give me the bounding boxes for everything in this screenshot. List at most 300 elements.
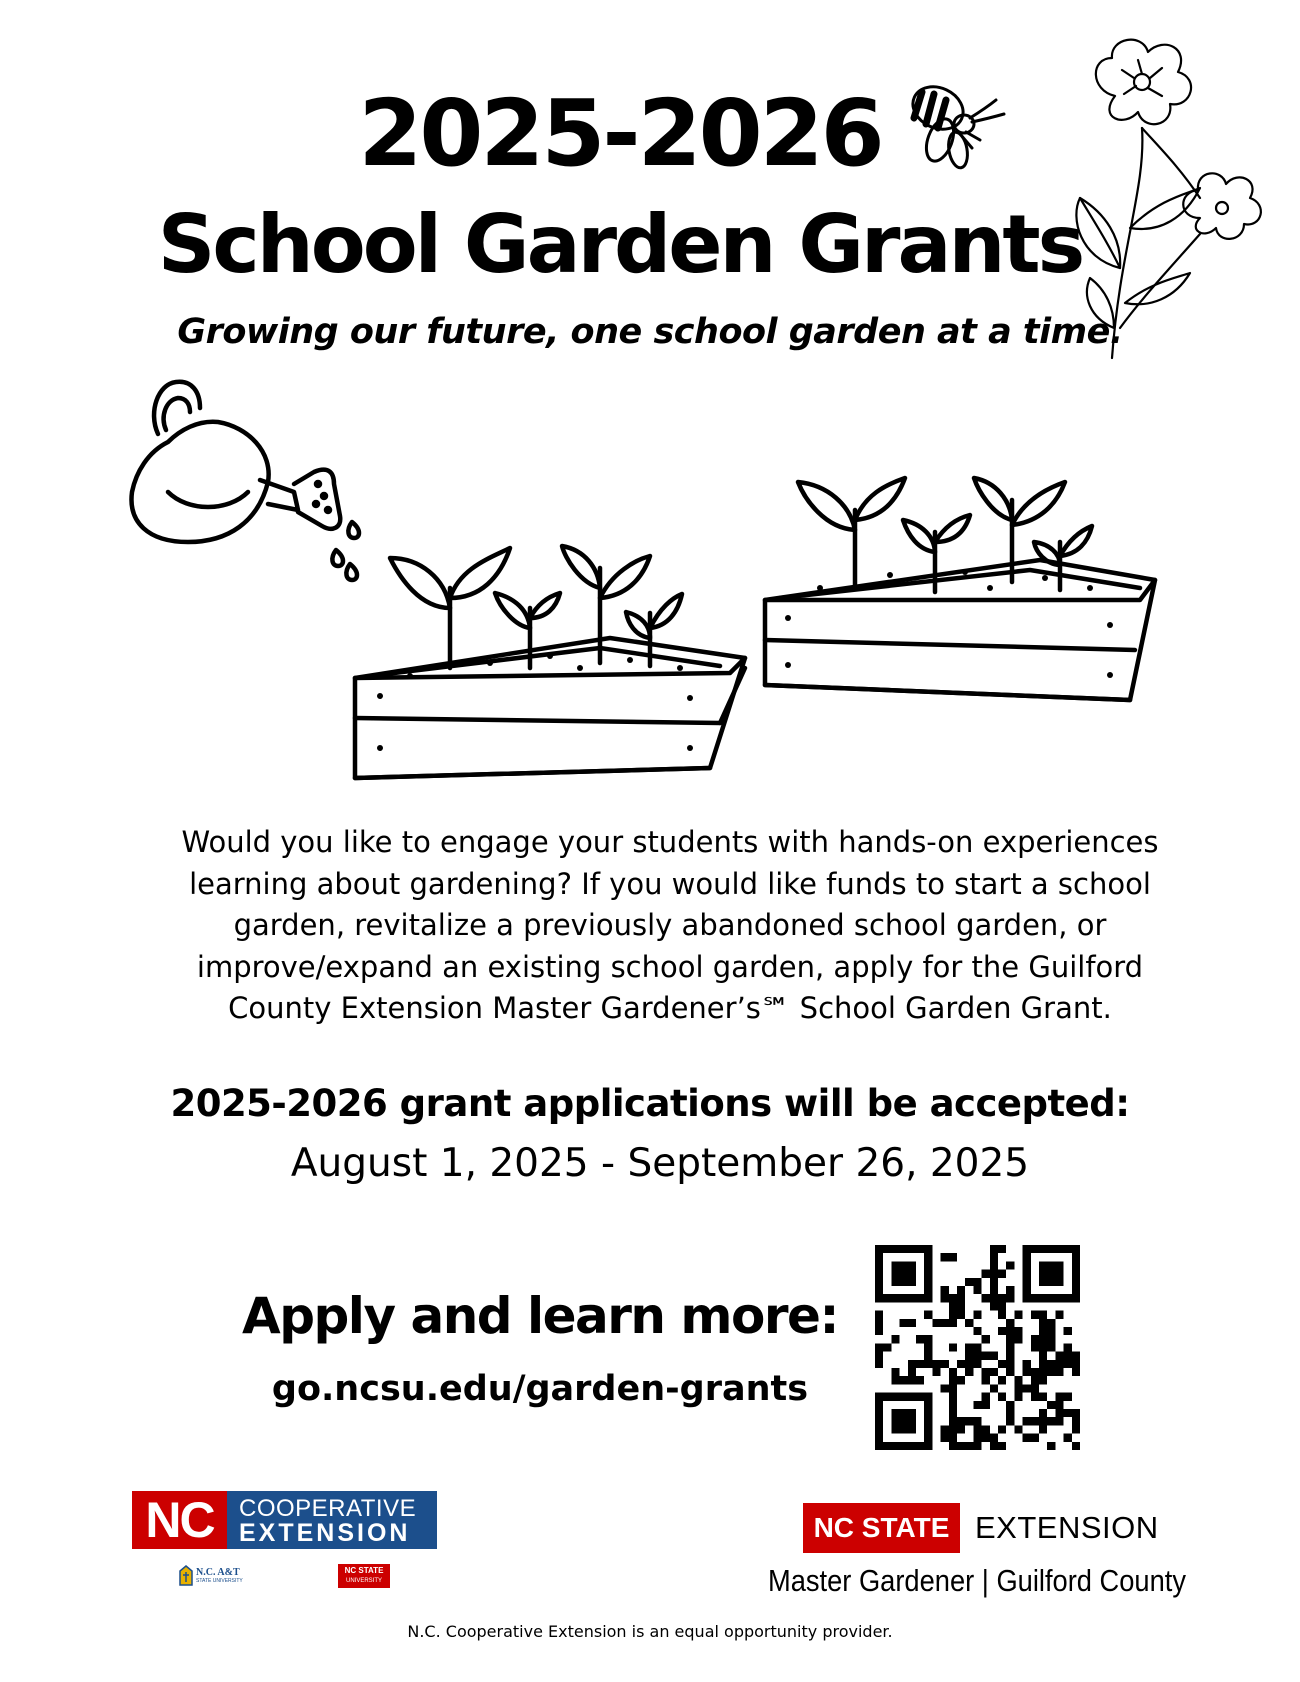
- qr-module: [973, 1286, 981, 1294]
- qr-module: [990, 1368, 998, 1376]
- qr-module: [924, 1409, 932, 1417]
- qr-module: [908, 1376, 916, 1384]
- qr-module: [891, 1368, 899, 1376]
- qr-module: [990, 1278, 998, 1286]
- qr-module: [990, 1384, 998, 1392]
- qr-module: [875, 1261, 883, 1269]
- qr-module: [891, 1278, 899, 1286]
- qr-module: [941, 1294, 949, 1302]
- qr-module: [900, 1409, 908, 1417]
- qr-module: [924, 1401, 932, 1409]
- qr-module: [990, 1352, 998, 1360]
- qr-module: [1006, 1417, 1014, 1425]
- qr-module: [941, 1425, 949, 1433]
- qr-module: [900, 1294, 908, 1302]
- qr-module: [1023, 1270, 1031, 1278]
- raised-bed-icon: [760, 460, 1160, 730]
- qr-module: [949, 1417, 957, 1425]
- qr-module: [1072, 1368, 1080, 1376]
- ncat-emblem-icon: [178, 1565, 194, 1587]
- qr-module: [1006, 1360, 1014, 1368]
- qr-module: [982, 1393, 990, 1401]
- qr-module: [973, 1352, 981, 1360]
- qr-module: [949, 1368, 957, 1376]
- intro-paragraph: [150, 822, 1190, 1030]
- qr-module: [949, 1409, 957, 1417]
- qr-module: [924, 1261, 932, 1269]
- qr-module: [1047, 1343, 1055, 1351]
- qr-module: [1023, 1261, 1031, 1269]
- qr-module: [1064, 1409, 1072, 1417]
- qr-module: [916, 1442, 924, 1450]
- qr-module: [965, 1343, 973, 1351]
- qr-module: [973, 1434, 981, 1442]
- qr-module: [1039, 1409, 1047, 1417]
- qr-module: [916, 1294, 924, 1302]
- qr-module: [1006, 1368, 1014, 1376]
- qr-module: [1039, 1294, 1047, 1302]
- apply-url-link[interactable]: go.ncsu.edu/garden-grants: [271, 1369, 809, 1409]
- qr-module: [1055, 1311, 1063, 1319]
- qr-module: [1064, 1360, 1072, 1368]
- qr-module: [1039, 1311, 1047, 1319]
- qr-module: [949, 1294, 957, 1302]
- qr-module: [1023, 1417, 1031, 1425]
- qr-module: [891, 1393, 899, 1401]
- qr-module: [1031, 1368, 1039, 1376]
- qr-module: [900, 1278, 908, 1286]
- qr-module: [883, 1442, 891, 1450]
- qr-module: [1006, 1409, 1014, 1417]
- qr-module: [1072, 1278, 1080, 1286]
- qr-module: [883, 1343, 891, 1351]
- qr-module: [982, 1434, 990, 1442]
- intro-line: learning about gardening? If you would like funds to start a school: [189, 866, 1151, 901]
- qr-module: [973, 1401, 981, 1409]
- qr-module: [924, 1311, 932, 1319]
- qr-module: [875, 1270, 883, 1278]
- qr-module: [1023, 1286, 1031, 1294]
- qr-module: [1006, 1401, 1014, 1409]
- qr-module: [1064, 1245, 1072, 1253]
- qr-module: [1014, 1425, 1022, 1433]
- qr-module: [990, 1286, 998, 1294]
- qr-module: [1072, 1245, 1080, 1253]
- qr-module: [924, 1294, 932, 1302]
- qr-module: [908, 1442, 916, 1450]
- qr-module: [973, 1343, 981, 1351]
- qr-module: [1064, 1294, 1072, 1302]
- qr-module: [982, 1294, 990, 1302]
- qr-module: [875, 1286, 883, 1294]
- ncsu-small-logo-subtext: UNIVERSITY: [345, 1578, 382, 1584]
- qr-module: [1031, 1294, 1039, 1302]
- qr-module: [916, 1245, 924, 1253]
- qr-module: [891, 1442, 899, 1450]
- qr-module: [941, 1286, 949, 1294]
- qr-module: [924, 1278, 932, 1286]
- qr-module: [982, 1425, 990, 1433]
- qr-module: [1047, 1401, 1055, 1409]
- qr-module: [965, 1278, 973, 1286]
- coop-logo-text-block: [227, 1491, 437, 1549]
- qr-module: [990, 1270, 998, 1278]
- qr-module: [891, 1409, 899, 1417]
- coop-logo-line2: EXTENSION: [239, 1519, 411, 1547]
- qr-module: [957, 1302, 965, 1310]
- qr-module: [900, 1376, 908, 1384]
- qr-module: [1039, 1335, 1047, 1343]
- qr-module: [924, 1425, 932, 1433]
- qr-module: [1072, 1409, 1080, 1417]
- qr-module: [1039, 1319, 1047, 1327]
- qr-module: [990, 1294, 998, 1302]
- qr-module: [875, 1245, 883, 1253]
- qr-module: [1072, 1425, 1080, 1433]
- qr-module: [1072, 1270, 1080, 1278]
- qr-module: [973, 1311, 981, 1319]
- qr-module: [1072, 1294, 1080, 1302]
- qr-module: [875, 1253, 883, 1261]
- qr-module: [1047, 1245, 1055, 1253]
- qr-module: [924, 1442, 932, 1450]
- qr-module: [1039, 1417, 1047, 1425]
- qr-module: [1023, 1294, 1031, 1302]
- qr-module: [924, 1434, 932, 1442]
- qr-module: [957, 1360, 965, 1368]
- qr-module: [998, 1327, 1006, 1335]
- qr-module: [908, 1409, 916, 1417]
- qr-module: [875, 1425, 883, 1433]
- qr-module: [1072, 1442, 1080, 1450]
- qr-module: [990, 1434, 998, 1442]
- qr-module: [924, 1253, 932, 1261]
- qr-module: [998, 1360, 1006, 1368]
- qr-module: [973, 1417, 981, 1425]
- qr-module: [990, 1253, 998, 1261]
- qr-code-icon[interactable]: [875, 1245, 1080, 1450]
- qr-module: [900, 1425, 908, 1433]
- qr-module: [965, 1319, 973, 1327]
- qr-module: [1006, 1343, 1014, 1351]
- qr-module: [949, 1376, 957, 1384]
- ncstate-badge: NC STATE: [803, 1503, 960, 1553]
- qr-module: [908, 1368, 916, 1376]
- qr-module: [998, 1425, 1006, 1433]
- qr-module: [1072, 1261, 1080, 1269]
- qr-module: [982, 1352, 990, 1360]
- qr-module: [1047, 1442, 1055, 1450]
- qr-module: [875, 1417, 883, 1425]
- qr-module: [875, 1327, 883, 1335]
- qr-module: [1014, 1327, 1022, 1335]
- coop-logo-line1: COOPERATIVE: [239, 1495, 417, 1522]
- qr-module: [941, 1360, 949, 1368]
- qr-module: [973, 1442, 981, 1450]
- qr-module: [982, 1401, 990, 1409]
- qr-module: [1055, 1409, 1063, 1417]
- qr-module: [1039, 1425, 1047, 1433]
- qr-module: [900, 1319, 908, 1327]
- qr-module: [1023, 1434, 1031, 1442]
- qr-module: [875, 1409, 883, 1417]
- qr-module: [1055, 1278, 1063, 1286]
- qr-module: [924, 1286, 932, 1294]
- qr-module: [875, 1352, 883, 1360]
- qr-module: [924, 1352, 932, 1360]
- qr-module: [1047, 1368, 1055, 1376]
- qr-module: [932, 1319, 940, 1327]
- qr-module: [998, 1442, 1006, 1450]
- qr-module: [875, 1294, 883, 1302]
- qr-module: [908, 1261, 916, 1269]
- qr-module: [982, 1376, 990, 1384]
- qr-module: [891, 1425, 899, 1433]
- qr-module: [998, 1245, 1006, 1253]
- qr-module: [957, 1286, 965, 1294]
- raised-bed-icon: [350, 528, 750, 798]
- qr-module: [1047, 1319, 1055, 1327]
- qr-module: [1023, 1245, 1031, 1253]
- qr-module: [1031, 1245, 1039, 1253]
- qr-module: [1031, 1384, 1039, 1392]
- qr-module: [875, 1401, 883, 1409]
- qr-module: [900, 1270, 908, 1278]
- qr-module: [965, 1360, 973, 1368]
- qr-module: [908, 1360, 916, 1368]
- qr-module: [908, 1417, 916, 1425]
- qr-module: [932, 1360, 940, 1368]
- qr-module: [1006, 1294, 1014, 1302]
- qr-module: [891, 1294, 899, 1302]
- ncsu-small-logo-text: NC STATE: [344, 1566, 384, 1575]
- ncat-logo-text: N.C. A&T: [196, 1567, 240, 1578]
- qr-module: [1064, 1393, 1072, 1401]
- apply-heading: Apply and learn more:: [242, 1287, 838, 1345]
- qr-module: [1039, 1343, 1047, 1351]
- qr-module: [1014, 1384, 1022, 1392]
- qr-module: [924, 1343, 932, 1351]
- page-title: School Garden Grants: [157, 198, 1083, 291]
- qr-module: [1039, 1261, 1047, 1269]
- qr-module: [1023, 1368, 1031, 1376]
- qr-module: [916, 1376, 924, 1384]
- qr-module: [1023, 1253, 1031, 1261]
- qr-module: [957, 1425, 965, 1433]
- qr-module: [998, 1311, 1006, 1319]
- qr-module: [900, 1393, 908, 1401]
- applications-dates: August 1, 2025 - September 26, 2025: [290, 1141, 1030, 1186]
- qr-module: [1006, 1352, 1014, 1360]
- qr-module: [965, 1352, 973, 1360]
- qr-module: [916, 1335, 924, 1343]
- qr-module: [973, 1360, 981, 1368]
- intro-line: County Extension Master Gardener’s℠ School Garden Grant.: [228, 991, 1112, 1025]
- ncat-logo: [178, 1565, 258, 1587]
- ncat-logo-subtext: STATE UNIVERSITY: [196, 1578, 243, 1584]
- qr-module: [1055, 1261, 1063, 1269]
- qr-module: [949, 1442, 957, 1450]
- qr-module: [1064, 1327, 1072, 1335]
- qr-module: [1047, 1335, 1055, 1343]
- qr-module: [957, 1417, 965, 1425]
- qr-module: [1014, 1393, 1022, 1401]
- qr-module: [973, 1425, 981, 1433]
- intro-line: improve/expand an existing school garden, apply for the Guilford: [196, 949, 1144, 984]
- qr-module: [998, 1270, 1006, 1278]
- qr-module: [1072, 1253, 1080, 1261]
- qr-module: [941, 1253, 949, 1261]
- qr-module: [1006, 1335, 1014, 1343]
- qr-module: [908, 1270, 916, 1278]
- qr-module: [1064, 1352, 1072, 1360]
- qr-module: [924, 1417, 932, 1425]
- qr-module: [1055, 1352, 1063, 1360]
- qr-module: [1064, 1434, 1072, 1442]
- intro-line: Would you like to engage your students with hands-on experiences: [181, 825, 1159, 859]
- qr-module: [1072, 1360, 1080, 1368]
- qr-module: [949, 1393, 957, 1401]
- qr-module: [883, 1245, 891, 1253]
- qr-module: [990, 1245, 998, 1253]
- qr-module: [990, 1442, 998, 1450]
- qr-module: [949, 1302, 957, 1310]
- qr-module: [990, 1302, 998, 1310]
- flower-icon: [1050, 28, 1290, 368]
- qr-module: [891, 1335, 899, 1343]
- tagline: Growing our future, one school garden at a time.: [177, 312, 1123, 352]
- qr-module: [900, 1442, 908, 1450]
- intro-line: garden, revitalize a previously abandoned school garden, or: [233, 908, 1107, 942]
- qr-module: [891, 1245, 899, 1253]
- qr-module: [965, 1442, 973, 1450]
- qr-module: [949, 1425, 957, 1433]
- qr-module: [973, 1278, 981, 1286]
- qr-module: [908, 1319, 916, 1327]
- qr-module: [949, 1434, 957, 1442]
- qr-module: [1047, 1270, 1055, 1278]
- footer-note: N.C. Cooperative Extension is an equal opportunity provider.: [407, 1622, 893, 1641]
- qr-module: [998, 1294, 1006, 1302]
- qr-module: [1055, 1393, 1063, 1401]
- qr-module: [1006, 1319, 1014, 1327]
- qr-module: [891, 1417, 899, 1425]
- qr-module: [1023, 1278, 1031, 1286]
- qr-module: [924, 1270, 932, 1278]
- qr-module: [1039, 1376, 1047, 1384]
- ncstate-extension-text: EXTENSION: [975, 1510, 1159, 1545]
- qr-module: [957, 1311, 965, 1319]
- qr-module: [1039, 1327, 1047, 1335]
- qr-module: [1055, 1294, 1063, 1302]
- qr-module: [1031, 1343, 1039, 1351]
- qr-module: [875, 1343, 883, 1351]
- qr-module: [998, 1302, 1006, 1310]
- qr-module: [1006, 1286, 1014, 1294]
- qr-module: [1039, 1270, 1047, 1278]
- qr-module: [1047, 1294, 1055, 1302]
- qr-module: [1039, 1245, 1047, 1253]
- qr-module: [1039, 1393, 1047, 1401]
- watering-can-icon: [128, 372, 368, 602]
- qr-module: [1014, 1376, 1022, 1384]
- qr-module: [1014, 1335, 1022, 1343]
- qr-module: [1064, 1343, 1072, 1351]
- qr-module: [924, 1393, 932, 1401]
- qr-module: [1055, 1417, 1063, 1425]
- qr-module: [957, 1376, 965, 1384]
- qr-module: [982, 1335, 990, 1343]
- qr-module: [1006, 1327, 1014, 1335]
- qr-module: [891, 1376, 899, 1384]
- qr-module: [908, 1294, 916, 1302]
- qr-module: [941, 1319, 949, 1327]
- qr-module: [982, 1368, 990, 1376]
- qr-module: [957, 1294, 965, 1302]
- qr-module: [916, 1360, 924, 1368]
- qr-module: [1047, 1417, 1055, 1425]
- qr-module: [1031, 1393, 1039, 1401]
- qr-module: [1023, 1384, 1031, 1392]
- qr-module: [875, 1434, 883, 1442]
- nc-cooperative-extension-logo: [132, 1491, 437, 1549]
- qr-module: [875, 1393, 883, 1401]
- qr-module: [1055, 1401, 1063, 1409]
- qr-module: [1006, 1261, 1014, 1269]
- qr-module: [1055, 1368, 1063, 1376]
- coop-logo-nc: NC: [132, 1491, 227, 1549]
- title-year: 2025-2026: [358, 80, 882, 187]
- qr-module: [924, 1245, 932, 1253]
- qr-module: [957, 1442, 965, 1450]
- qr-module: [965, 1417, 973, 1425]
- qr-module: [1014, 1311, 1022, 1319]
- qr-module: [875, 1278, 883, 1286]
- qr-module: [1031, 1434, 1039, 1442]
- qr-module: [891, 1270, 899, 1278]
- qr-module: [973, 1327, 981, 1335]
- qr-module: [1047, 1327, 1055, 1335]
- qr-module: [1055, 1245, 1063, 1253]
- qr-module: [900, 1417, 908, 1425]
- qr-module: [949, 1311, 957, 1319]
- qr-module: [883, 1393, 891, 1401]
- qr-module: [1031, 1335, 1039, 1343]
- qr-module: [916, 1393, 924, 1401]
- qr-module: [1039, 1352, 1047, 1360]
- ncsu-small-logo: [338, 1564, 390, 1588]
- qr-module: [908, 1245, 916, 1253]
- qr-module: [900, 1245, 908, 1253]
- qr-module: [949, 1253, 957, 1261]
- qr-module: [908, 1425, 916, 1433]
- bee-icon: [900, 78, 1010, 178]
- qr-module: [1047, 1261, 1055, 1269]
- qr-module: [891, 1261, 899, 1269]
- qr-module: [1039, 1360, 1047, 1368]
- master-gardener-unit: Master Gardener | Guilford County: [768, 1563, 1186, 1598]
- qr-module: [875, 1360, 883, 1368]
- qr-module: [990, 1261, 998, 1269]
- qr-module: [900, 1261, 908, 1269]
- qr-module: [1023, 1360, 1031, 1368]
- qr-module: [1047, 1278, 1055, 1286]
- qr-module: [1039, 1368, 1047, 1376]
- qr-module: [1031, 1311, 1039, 1319]
- qr-module: [982, 1270, 990, 1278]
- qr-module: [924, 1335, 932, 1343]
- applications-heading: 2025-2026 grant applications will be accepted:: [170, 1082, 1130, 1125]
